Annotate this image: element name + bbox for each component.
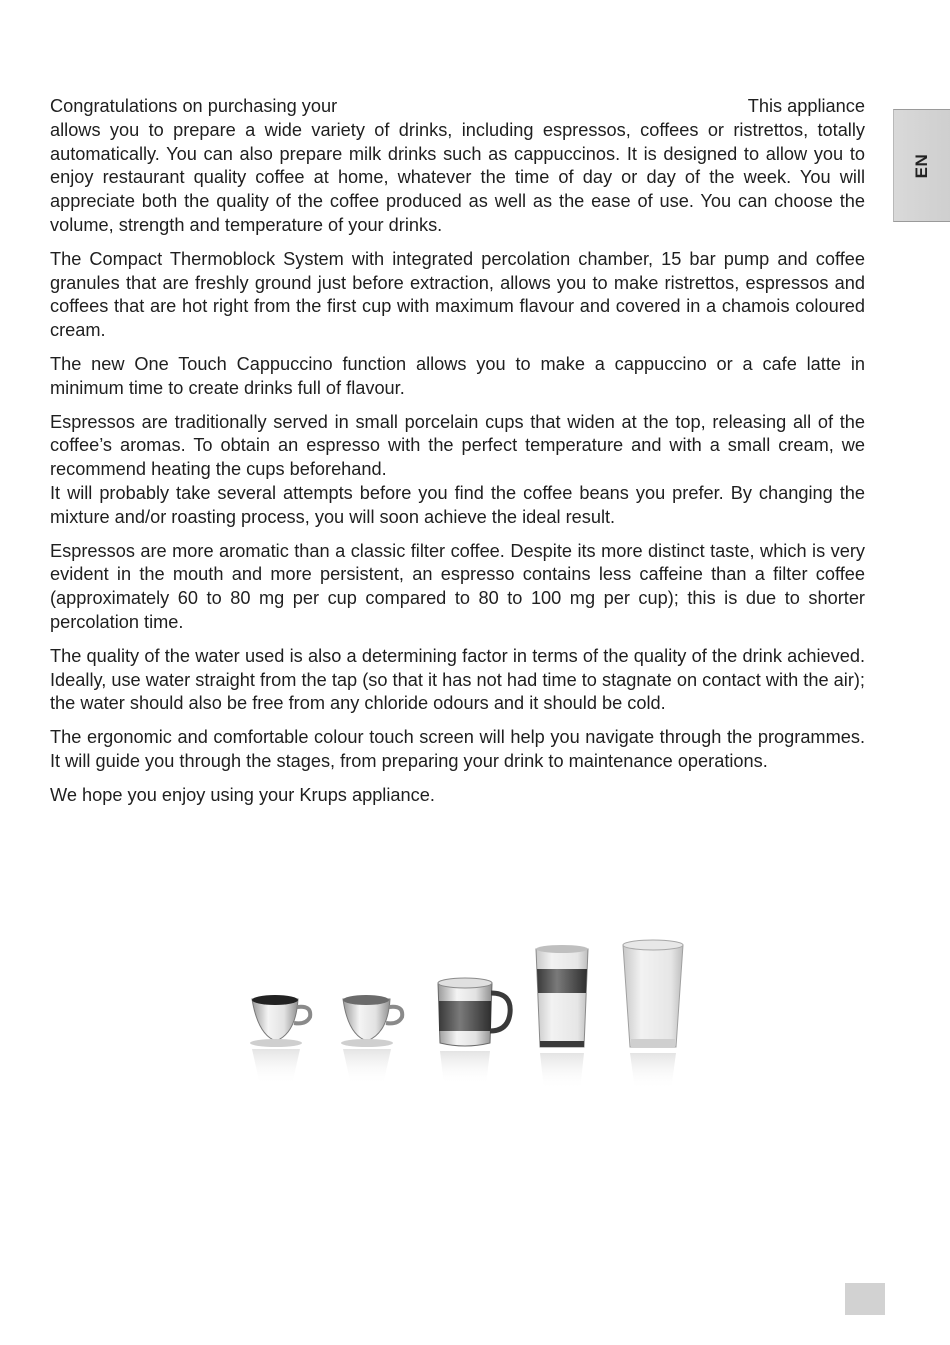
latte-glass-icon <box>536 945 588 1090</box>
intro-left: Congratulations on purchasing your <box>50 96 338 116</box>
body-text <box>50 95 865 818</box>
page-number-box <box>845 1283 885 1315</box>
paragraph-2: The Compact Thermoblock System with integrated percolation chamber, 15 bar pump and coffee granules that are freshly ground just before extraction, allows you to make ristrettos, espressos and coffees that are hot right from the first cup with maximum flavour and covered in a chamois coloured cream. <box>50 248 865 341</box>
paragraph-6: Espressos are more aromatic than a classic filter coffee. Despite its more distinct taste, which is very evident in the mouth and more persistent, an espresso contains less caffeine than a filter coffee (approximately 60 to 80 mg per cup compared to 80 to 100 mg per cup); this is due to shorter percolation time. <box>50 540 865 632</box>
intro-line <box>50 95 865 119</box>
drinks-illustration <box>240 935 700 1095</box>
paragraph-8: The ergonomic and comfortable colour touch screen will help you navigate through the programmes. It will guide you through the stages, from preparing your drink to maintenance operations. <box>50 727 865 771</box>
paragraph-3: The new One Touch Cappuccino function allows you to make a cappuccino or a cafe latte in minimum time to create drinks full of flavour. <box>50 353 865 398</box>
cappuccino-mug-icon <box>438 978 510 1085</box>
language-tab <box>893 109 950 222</box>
paragraph-4: Espressos are traditionally served in small porcelain cups that widen at the top, releasing all of the coffee’s aromas. To obtain an espresso with the perfect temperature and with a small cream, we recommend heating the cups beforehand. <box>50 411 865 480</box>
language-tab-label: EN <box>912 153 931 178</box>
intro-right: This appliance <box>747 96 865 116</box>
paragraph-5: It will probably take several attempts before you find the coffee beans you prefer. By changing the mixture and/or roasting process, you will soon achieve the ideal result. <box>50 482 865 527</box>
milk-glass-icon <box>623 940 683 1090</box>
espresso-cup-icon <box>250 995 310 1085</box>
paragraph-7: The quality of the water used is also a determining factor in terms of the quality of the drink achieved. Ideally, use water straight from the tap (so that it has not had time to stagnate on contact with the air); the water should also be free from any chloride odours and it should be cold. <box>50 645 865 714</box>
coffee-cup-icon <box>341 995 402 1085</box>
paragraph-1: allows you to prepare a wide variety of drinks, including espressos, coffees or ristrettos, totally automatically. You can also prepare milk drinks such as cappuccinos. It is designed to allow you to enjoy restaurant quality coffee at home, whatever the time of day or day of the week. You will appreciate both the quality of the coffee produced as well as the ease of use. You can choose the volume, strength and temperature of your drinks. <box>50 119 865 235</box>
paragraph-9: We hope you enjoy using your Krups appliance. <box>50 784 435 805</box>
